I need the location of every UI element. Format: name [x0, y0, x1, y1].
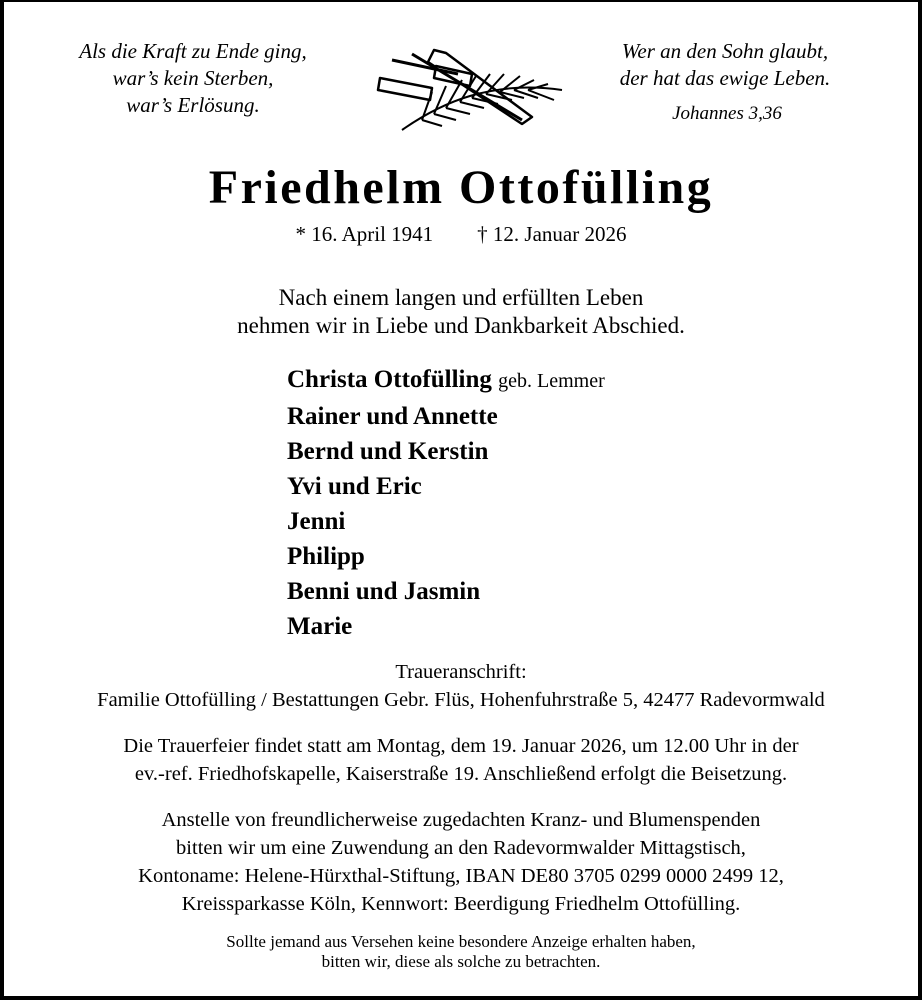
closing-note — [0, 932, 922, 972]
ceremony-info — [0, 732, 922, 788]
ceremony-line: ev.-ref. Friedhofskapelle, Kaiserstraße 19. Anschließend erfolgt die Beisetzung. — [134, 763, 788, 785]
quote-right — [580, 38, 870, 92]
quote-line: Wer an den Sohn glaubt, — [621, 39, 829, 63]
quote-line: war’s kein Sterben, — [112, 66, 274, 90]
donation-line: Kontoname: Helene-Hürxthal-Stiftung, IBAN DE80 3705 0299 0000 2499 12, — [138, 865, 784, 887]
ceremony-line: Die Trauerfeier findet statt am Montag, dem 19. Januar 2026, um 12.00 Uhr in der — [123, 735, 799, 757]
note-line: bitten wir, diese als solche zu betrachten. — [321, 952, 601, 971]
quote-reference: Johannes 3,36 — [672, 103, 782, 124]
address-line: Familie Ottofülling / Bestattungen Gebr. Flüs, Hohenfuhrstraße 5, 42477 Radevormwald — [97, 689, 825, 711]
family-member: Rainer und Annette — [287, 403, 498, 430]
family-member: Benni und Jasmin — [287, 578, 481, 605]
quote-line: Als die Kraft zu Ende ging, — [79, 39, 307, 63]
intro-line: Nach einem langen und erfüllten Leben — [278, 285, 644, 310]
birth-date: * 16. April 1941 — [295, 222, 434, 246]
mourning-address — [0, 658, 922, 714]
quote-line: war’s Erlösung. — [126, 93, 260, 117]
intro-text — [0, 284, 922, 340]
family-list — [287, 362, 605, 644]
donation-line: Anstelle von freundlicherweise zugedachten Kranz- und Blumenspenden — [161, 809, 761, 831]
quote-left — [40, 38, 346, 119]
note-line: Sollte jemand aus Versehen keine besondere Anzeige erhalten haben, — [226, 932, 696, 951]
deceased-name: Friedhelm Ottofülling — [208, 161, 714, 214]
family-member — [287, 362, 605, 399]
family-member: Philipp — [287, 543, 365, 570]
family-member: Yvi und Eric — [287, 473, 422, 500]
death-date: † 12. Januar 2026 — [477, 222, 627, 246]
quote-line: der hat das ewige Leben. — [619, 66, 831, 90]
family-member-name: Christa Ottofülling — [287, 366, 492, 393]
donation-line: bitten wir um eine Zuwendung an den Radevormwalder Mittagstisch, — [176, 837, 746, 859]
intro-line: nehmen wir in Liebe und Dankbarkeit Abschied. — [237, 313, 685, 338]
family-member: Jenni — [287, 508, 346, 535]
donation-line: Kreissparkasse Köln, Kennwort: Beerdigung Friedhelm Ottofülling. — [181, 893, 741, 915]
life-dates — [0, 222, 922, 247]
family-member: Marie — [287, 613, 353, 640]
maiden-name: geb. Lemmer — [498, 370, 605, 392]
family-member: Bernd und Kerstin — [287, 438, 489, 465]
cross-palm-icon — [372, 42, 568, 132]
donation-info — [0, 806, 922, 918]
address-label: Traueranschrift: — [395, 661, 527, 683]
